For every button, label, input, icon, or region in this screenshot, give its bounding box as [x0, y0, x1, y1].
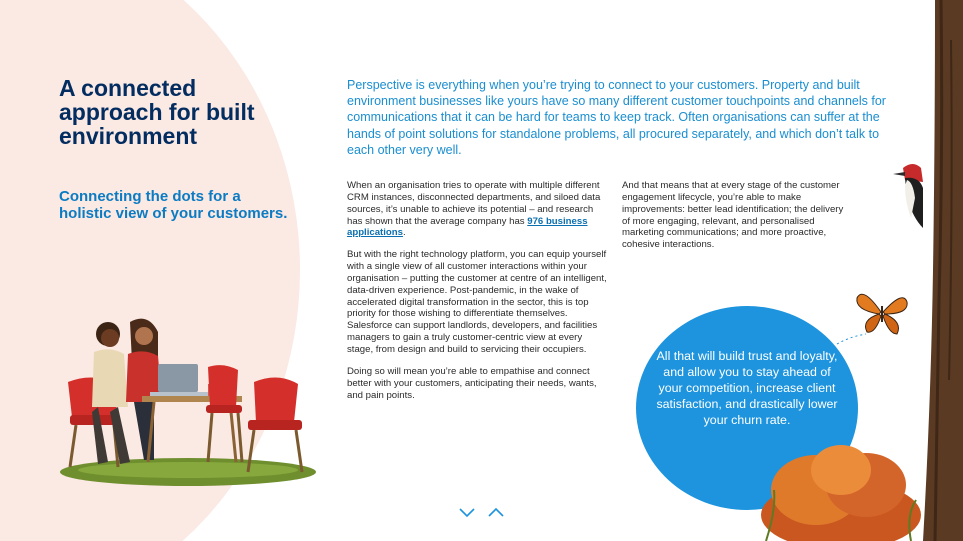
body-column-right — [622, 180, 852, 261]
callout-text: All that will build trust and loyalty, and allow you to stay ahead of your competition, increase client satisfaction, and drastically lower your churn rate. — [656, 349, 838, 427]
body-paragraph — [347, 180, 607, 239]
tree-trunk-illustration — [913, 0, 963, 541]
autumn-bush-illustration — [746, 430, 921, 541]
business-applications-link[interactable]: 976 business applications — [347, 215, 588, 239]
chevron-up-icon[interactable] — [487, 505, 505, 519]
page-title: A connected approach for built environment — [59, 75, 255, 149]
body-text: . — [402, 227, 406, 239]
woodpecker-icon — [889, 158, 929, 236]
chevron-down-icon[interactable] — [458, 505, 476, 519]
body-paragraph: Doing so will mean you’re able to empathise and connect better with your customers, anticipating their needs, wants, and pain points. — [347, 365, 597, 401]
body-column-left — [347, 180, 607, 411]
page-subtitle: Connecting the dots for a holistic view of your customers. — [59, 188, 288, 222]
people-at-table-illustration — [58, 312, 318, 487]
body-text: When an organisation tries to operate with multiple different CRM instances, disconnected departments, and siloed data sources, it’s unable to achieve its potential – and research has shown that the average company has — [347, 180, 601, 227]
intro-paragraph: Perspective is everything when you’re trying to connect to your customers. Property and built environment businesses like yours have so many different customer touchpoints and channels for communications that it can be hard for teams to keep track. Often organisations can suffer at the hands of point solutions for standalone problems, all procured separately, and which don’t talk to each other very well. — [347, 78, 886, 157]
butterfly-icon — [853, 286, 911, 338]
body-paragraph: But with the right technology platform, you can equip yourself with a single view of all customer interactions within your organisation – putting the customer at centre of an intelligent, data-driven experience. Post-pandemic, in the wake of accelerated digital transformation in the sector, this is top priority for those wishing to differentiate themselves. Salesforce can support landlords, developers, and facilities managers to gain a truly customer-centric view at every stage, from design and build to servicing their occupiers. — [347, 249, 607, 355]
body-paragraph: And that means that at every stage of the customer engagement lifecycle, you’re able to make improvements: better lead identification; the delivery of more engaging, relevant, and personalised marketing communications; and more proactive, cohesive interactions. — [622, 180, 844, 251]
